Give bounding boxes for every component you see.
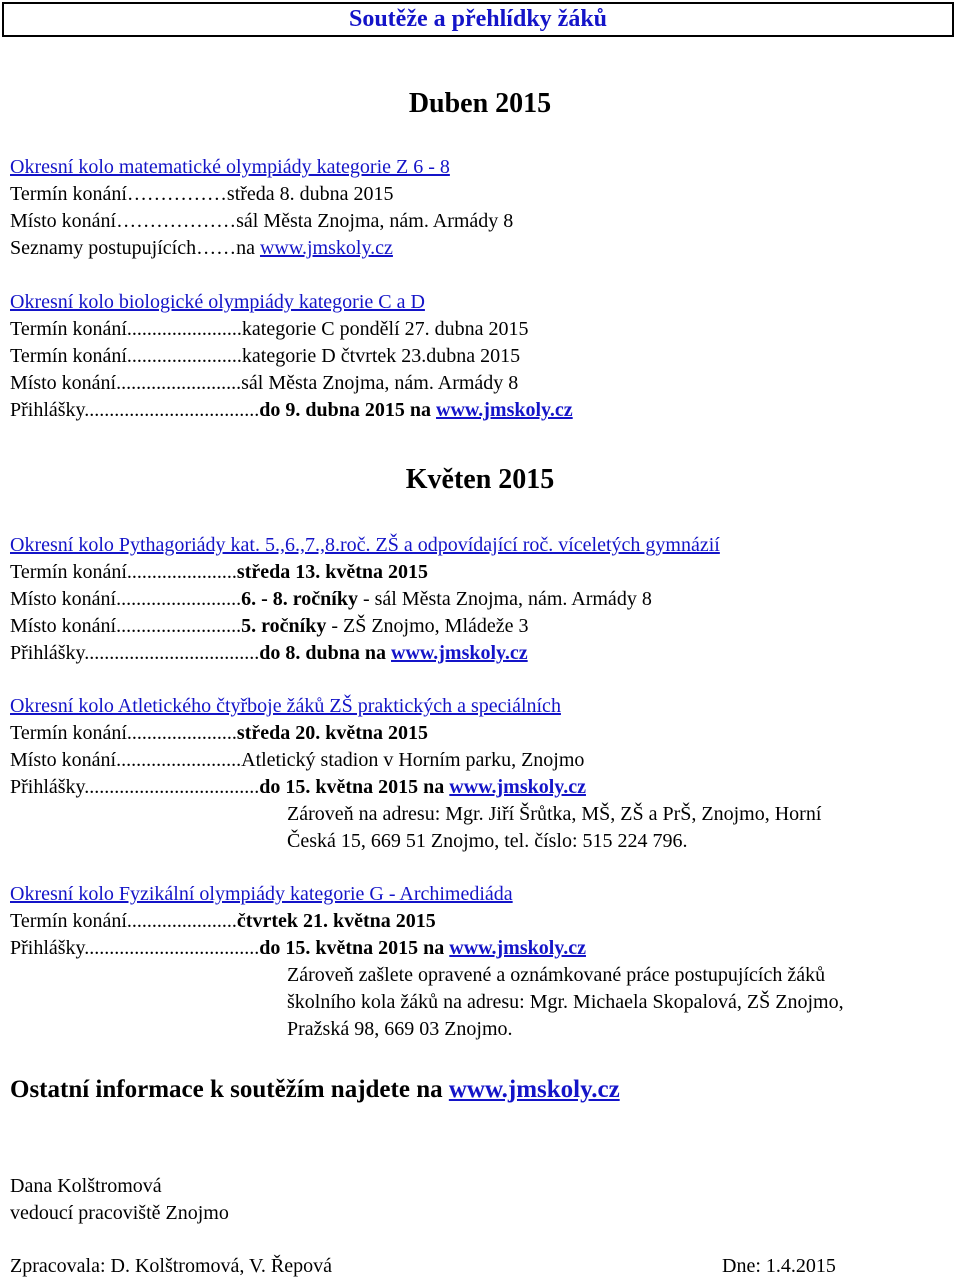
athl-place-row: Místo konání.........................Atletický stadion v Horním parku, Znojmo — [10, 749, 585, 771]
phys-note-line-1: Zároveň zašlete opravené a oznámkované práce postupujících žáků — [287, 964, 826, 986]
link-math-olympiad[interactable]: Okresní kolo matematické olympiády kategorie Z 6 - 8 — [10, 156, 450, 178]
link-jmskoly[interactable]: www.jmskoly.cz — [448, 1076, 620, 1103]
link-jmskoly[interactable]: www.jmskoly.cz — [449, 937, 586, 959]
bio-place-row: Místo konání.........................sál Města Znojma, nám. Armády 8 — [10, 372, 519, 394]
page-title: Soutěže a přehlídky žáků — [2, 2, 954, 37]
signature-role: vedoucí pracoviště Znojmo — [10, 1202, 229, 1224]
athl-date-row: Termín konání......................středa 20. května 2015 — [10, 722, 429, 744]
link-jmskoly[interactable]: www.jmskoly.cz — [449, 776, 586, 798]
link-jmskoly[interactable]: www.jmskoly.cz — [391, 642, 528, 664]
link-jmskoly[interactable]: www.jmskoly.cz — [259, 237, 393, 259]
bio-date-c-row: Termín konání.......................kategorie C pondělí 27. dubna 2015 — [10, 318, 529, 340]
phys-note-line-3: Pražská 98, 669 03 Znojmo. — [287, 1018, 513, 1040]
bio-date-d-row: Termín konání.......................kategorie D čtvrtek 23.dubna 2015 — [10, 345, 521, 367]
athl-signup-row: Přihlášky...................................do 15. května 2015 na www.jmskoly.cz — [10, 776, 586, 798]
pyth-place-row-1: Místo konání.........................6. - 8. ročníky - sál Města Znojma, nám. Armády 8 — [10, 588, 652, 610]
signature-name: Dana Kolštromová — [10, 1175, 162, 1197]
heading-april: Duben 2015 — [408, 88, 552, 119]
phys-signup-row: Přihlášky...................................do 15. května 2015 na www.jmskoly.cz — [10, 937, 586, 959]
pyth-signup-row: Přihlášky...................................do 8. dubna na www.jmskoly.cz — [10, 642, 528, 664]
phys-note-line-2: školního kola žáků na adresu: Mgr. Michaela Skopalová, ZŠ Znojmo, — [287, 991, 844, 1013]
phys-date-row: Termín konání......................čtvrtek 21. května 2015 — [10, 910, 436, 932]
pyth-date-row: Termín konání......................středa 13. května 2015 — [10, 561, 429, 583]
math-place-row: Místo konání………………sál Města Znojma, nám. Armády 8 — [10, 210, 514, 232]
link-pythagoriada[interactable]: Okresní kolo Pythagoriády kat. 5.,6.,7.,8.roč. ZŠ a odpovídající roč. víceletých gymnázií — [10, 534, 720, 556]
pyth-place-row-2: Místo konání.........................5. ročníky - ZŠ Znojmo, Mládeže 3 — [10, 615, 529, 637]
link-athletics[interactable]: Okresní kolo Atletického čtyřboje žáků ZŠ praktických a speciálních — [10, 695, 561, 717]
link-bio-olympiad[interactable]: Okresní kolo biologické olympiády kategorie C a D — [10, 291, 425, 313]
footer-date: Dne: 1.4.2015 — [722, 1255, 836, 1277]
math-date-row: Termín konání……………středa 8. dubna 2015 — [10, 183, 394, 205]
footer-prepared: Zpracovala: D. Kolštromová, V. Řepová — [10, 1255, 332, 1277]
link-physics-olympiad[interactable]: Okresní kolo Fyzikální olympiády kategorie G - Archimediáda — [10, 883, 513, 905]
athl-address-line-1: Zároveň na adresu: Mgr. Jiří Šrůtka, MŠ, ZŠ a PrŠ, Znojmo, Horní — [287, 803, 822, 825]
heading-may: Květen 2015 — [405, 464, 555, 495]
bio-signup-row: Přihlášky...................................do 9. dubna 2015 na www.jmskoly.cz — [10, 399, 573, 421]
link-jmskoly[interactable]: www.jmskoly.cz — [436, 399, 573, 421]
math-list-row: Seznamy postupujících……na www.jmskoly.cz — [10, 237, 393, 259]
athl-address-line-2: Česká 15, 669 51 Znojmo, tel. číslo: 515 224 796. — [287, 830, 688, 852]
other-info: Ostatní informace k soutěžím najdete na www.jmskoly.cz — [10, 1076, 620, 1103]
